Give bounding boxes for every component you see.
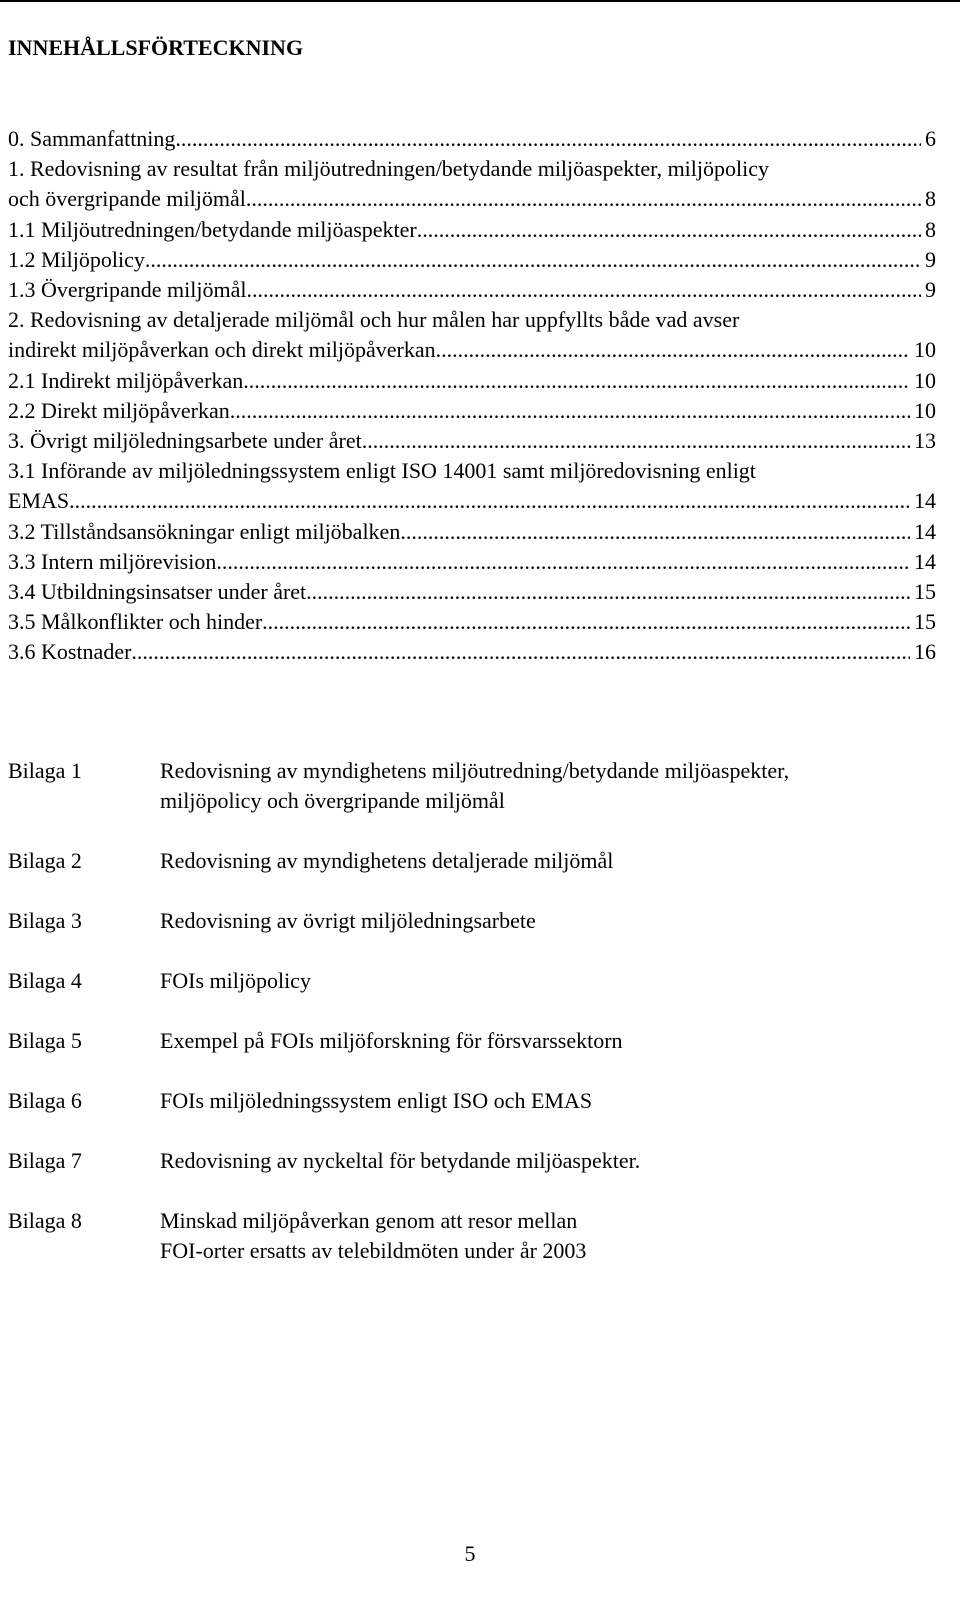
toc-title: INNEHÅLLSFÖRTECKNING	[8, 35, 304, 60]
toc-entry-text: 3.3 Intern miljörevision	[8, 548, 217, 574]
toc-entry-page: 10	[914, 397, 936, 423]
toc-entry-text: 2.2 Direkt miljöpåverkan	[8, 397, 230, 423]
toc-entry-page: 13	[914, 428, 936, 454]
toc-leader-dots	[246, 184, 921, 214]
toc-entry[interactable]	[8, 215, 936, 245]
appendix-description: Redovisning av myndighetens miljöutredning/betydande miljöaspekter, miljöpolicy och övergripande miljömål	[160, 758, 790, 813]
toc-entry[interactable]	[8, 426, 936, 456]
toc-entry-text: indirekt miljöpåverkan och direkt miljöpåverkan.	[8, 337, 442, 363]
appendix-row	[8, 846, 936, 876]
toc-entry[interactable]	[8, 396, 936, 426]
appendix-description: Redovisning av övrigt miljöledningsarbete	[160, 908, 536, 933]
toc-entry-page: 10	[914, 337, 936, 363]
toc-entry[interactable]	[8, 366, 936, 396]
appendix-row	[8, 756, 936, 816]
toc-entry[interactable]	[8, 547, 936, 577]
toc-leader-dots	[230, 396, 910, 426]
toc-entry-page: 15	[914, 579, 936, 605]
appendix-description: FOIs miljöpolicy	[160, 968, 311, 993]
toc-entry-text-line1: 3.1 Införande av miljöledningssystem enligt ISO 14001 samt miljöredovisning enligt	[8, 458, 756, 484]
toc-entry-text: 3.4 Utbildningsinsatser under året.	[8, 579, 312, 605]
appendix-description: Redovisning av myndighetens detaljerade miljömål	[160, 848, 614, 873]
toc-entry-page: 14	[914, 488, 936, 514]
toc-entry-text-line1: 1. Redovisning av resultat från miljöutredningen/betydande miljöaspekter, miljöpolicy	[8, 156, 770, 182]
toc-leader-dots	[312, 577, 910, 607]
toc-entry[interactable]	[8, 517, 936, 547]
toc-entry-page: 9	[925, 246, 936, 272]
appendix-row	[8, 966, 936, 996]
toc-entry[interactable]	[8, 607, 936, 637]
appendix-row	[8, 1026, 936, 1056]
appendix-label: Bilaga 5	[8, 1028, 82, 1053]
appendix-description: FOIs miljöledningssystem enligt ISO och EMAS	[160, 1088, 593, 1113]
toc-entry-text-line1: 2. Redovisning av detaljerade miljömål och hur målen har uppfyllts både vad avser	[8, 307, 740, 333]
toc-entry-text: 2.1 Indirekt miljöpåverkan	[8, 367, 244, 393]
toc-entry-page: 6	[925, 126, 936, 151]
toc-entry-text: 3.2 Tillståndsansökningar enligt miljöbalken	[8, 518, 401, 544]
toc-entry-page: 8	[925, 186, 936, 212]
toc-leader-dots	[75, 486, 910, 516]
toc-leader-dots	[441, 335, 910, 365]
toc-entry-text: 3. Övrigt miljöledningsarbete under året	[8, 428, 362, 454]
toc-entry-page: 16	[914, 639, 936, 665]
appendix-label: Bilaga 4	[8, 968, 82, 993]
appendix-label: Bilaga 8	[8, 1208, 82, 1233]
appendix-row	[8, 1086, 936, 1116]
toc-leader-dots	[417, 215, 921, 245]
appendix-description: Exempel på FOIs miljöforskning för försvarssektorn	[160, 1028, 623, 1053]
toc-leader-dots	[243, 366, 910, 396]
toc-leader-dots	[400, 517, 910, 547]
toc-entry[interactable]	[8, 275, 936, 305]
appendix-row	[8, 1206, 936, 1266]
appendix-label: Bilaga 6	[8, 1088, 82, 1113]
toc-leader-dots	[262, 607, 910, 637]
page-number: 5	[464, 1541, 476, 1566]
toc-entry-text: 1.3 Övergripande miljömål	[8, 277, 247, 303]
toc-leader-dots	[362, 426, 910, 456]
toc-entry-page: 10	[914, 367, 936, 393]
appendix-description: Minskad miljöpåverkan genom att resor mellan FOI-orter ersatts av telebildmöten under år 2003	[160, 1208, 587, 1263]
toc-leader-dots	[175, 124, 921, 154]
toc-entry-text: EMAS.	[8, 488, 75, 514]
appendix-list	[8, 756, 936, 1296]
toc-entry[interactable]	[8, 577, 936, 607]
appendix-label: Bilaga 2	[8, 848, 82, 873]
toc-entry[interactable]	[8, 154, 936, 214]
top-rule	[0, 0, 960, 2]
toc-leader-dots	[216, 547, 910, 577]
toc-entry-page: 14	[914, 548, 936, 574]
appendix-description: Redovisning av nyckeltal för betydande miljöaspekter.	[160, 1148, 641, 1173]
toc-entry[interactable]	[8, 305, 936, 365]
table-of-contents	[8, 124, 936, 668]
toc-entry-page: 15	[914, 609, 936, 635]
appendix-label: Bilaga 1	[8, 758, 82, 783]
toc-entry-text: 3.6 Kostnader	[8, 639, 132, 665]
appendix-row	[8, 1146, 936, 1176]
toc-entry-page: 8	[925, 216, 936, 242]
toc-entry-text: 0. Sammanfattning	[8, 126, 176, 151]
toc-entry-page: 14	[914, 518, 936, 544]
toc-entry-text: 1.1 Miljöutredningen/betydande miljöaspekter	[8, 216, 417, 242]
toc-entry[interactable]	[8, 637, 936, 667]
toc-entry[interactable]	[8, 245, 936, 275]
toc-entry[interactable]	[8, 124, 936, 154]
toc-leader-dots	[145, 245, 921, 275]
appendix-row	[8, 906, 936, 936]
toc-entry-text: och övergripande miljömål	[8, 186, 246, 212]
toc-entry-page: 9	[925, 277, 936, 303]
appendix-label: Bilaga 3	[8, 908, 82, 933]
appendix-label: Bilaga 7	[8, 1148, 82, 1173]
toc-entry-text: 3.5 Målkonflikter och hinder	[8, 609, 263, 635]
toc-entry-text: 1.2 Miljöpolicy	[8, 246, 145, 272]
toc-leader-dots	[131, 637, 910, 667]
toc-entry[interactable]	[8, 456, 936, 516]
toc-leader-dots	[247, 275, 922, 305]
